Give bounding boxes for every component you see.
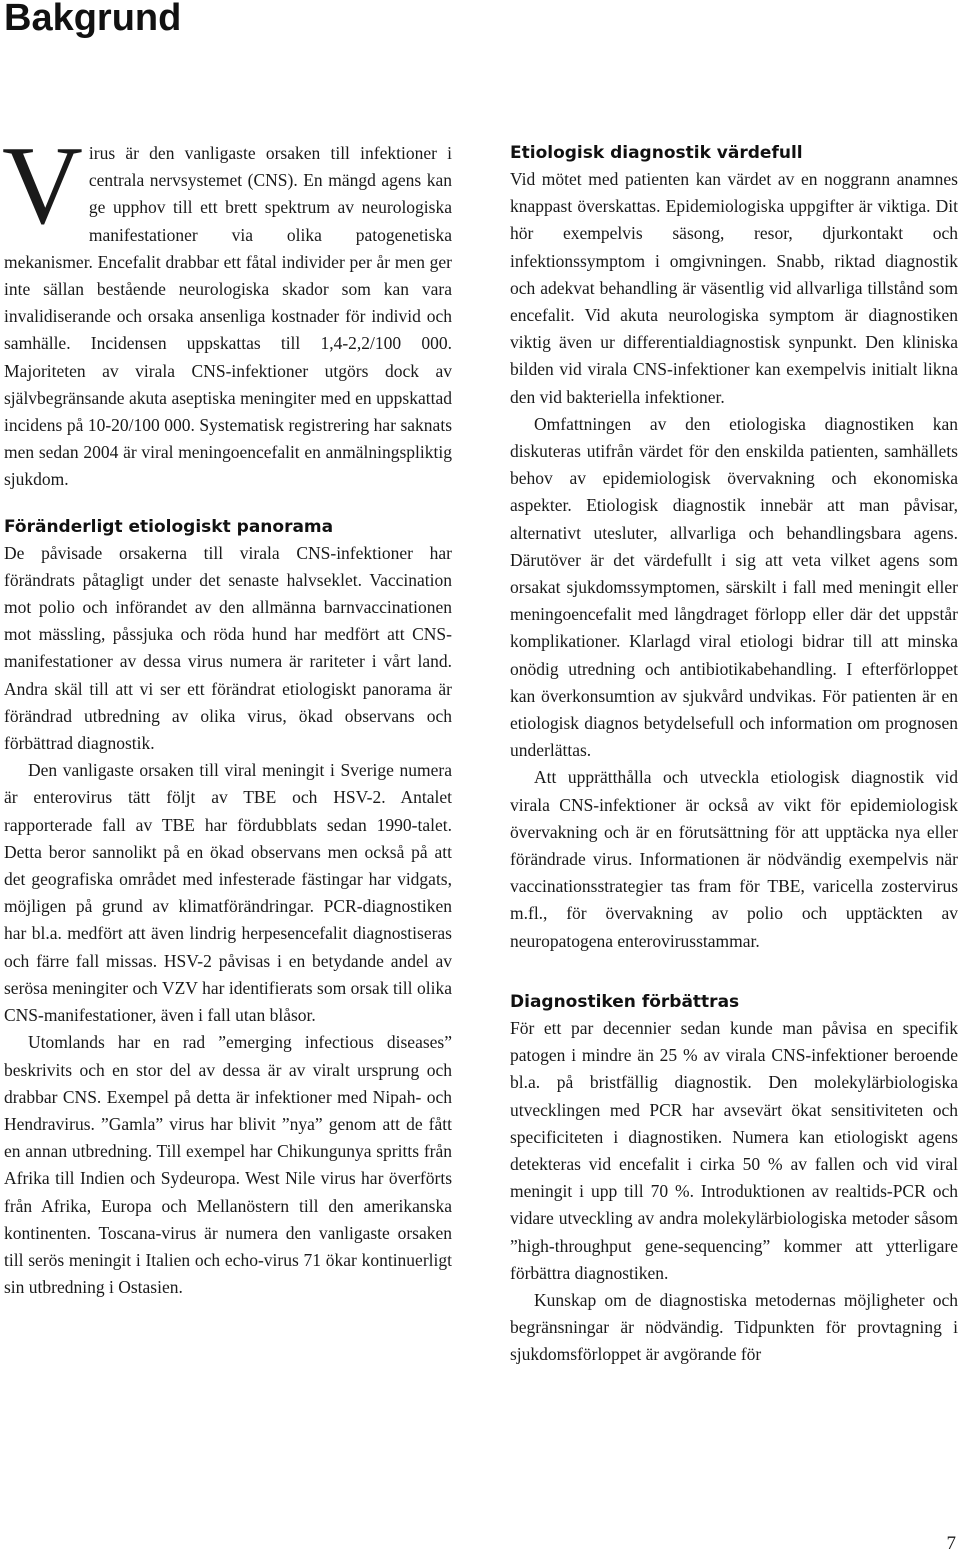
page-number: 7	[946, 1533, 956, 1554]
intro-paragraph	[2, 124, 452, 494]
body-paragraph: De påvisade orsakerna till virala CNS-infektioner har förändrats påtagligt under det senaste halvseklet. Vaccination mot polio och införandet av den allmänna barnvaccinationen mot mässling, påssjuka och röda hund har medfört att CNS-manifestationer av dessa virus numera är rariteter i vårt land. Andra skäl till att vi ser ett förändrat etiologiskt panorama är förändrad utbredning av olika virus, ökad observans och förbättrad diagnostik.	[4, 542, 452, 754]
page-title: Bakgrund	[4, 0, 182, 39]
section-heading-etiologisk: Etiologisk diagnostik värdefull	[510, 143, 803, 163]
body-paragraph: Att upprätthålla och utveckla etiologisk diagnostik vid virala CNS-infektioner är också av vikt för epidemiologisk övervakning och är en förutsättning för att upptäcka nya eller förändrade virus. Informationen är nödvändig exempelvis när vaccinationsstrategier tas fram för TBE, varicella zostervirus m.fl., för övervakning av polio och upptäckten av neuropatogena enterovirusstammar.	[510, 767, 958, 951]
body-paragraph: Omfattningen av den etiologiska diagnostiken kan diskuteras utifrån värdet för den enskilda patienten, samhällets behov av epidemiologisk övervakning och ekonomiska aspekter. Etiologisk diagnostik innebär att man påvisar, alternativt utesluter, allvarliga och behandlingsbara agens. Därutöver är det värdefullt i sig att veta vilket agens som orsakat sjukdomssymptomen, särskilt i fall med meningit eller meningoencefalit med långdraget förlopp eller där det uppstår komplikationer. Klarlagd viral etiologi bidrar till att minska onödig utredning och antibiotikabehandling. I efterförloppet kan överkonsumtion av sjukvård undvikas. För patienten är en etiologisk diagnos betydelsefull och information om prognosen underlättas.	[510, 413, 958, 761]
body-paragraph: Utomlands har en rad ”emerging infectious diseases” beskrivits och en stor del av dessa är av viralt ursprung och drabbar CNS. Exempel på detta är infektioner med Nipah- och Hendravirus. ”Gamla” virus har blivit ”nya” genom att de fått en annan utbredning. Till exempel har Chikungunya spritts från Afrika till Indien och Sydeuropa. West Nile virus har överförts från Afrika, Europa och Mellanöstern till den amerikanska kontinenten. Toscana-virus är numera den vanligaste orsaken till serös meningit i Italien och echo-virus 71 ökar kontinuerligt sin utbredning i Ostasien.	[4, 1032, 452, 1298]
left-column	[2, 124, 452, 1301]
body-paragraph: Kunskap om de diagnostiska metodernas möjligheter och begränsningar är nödvändig. Tidpunkten för provtagning i sjukdomsförloppet är avgörande för	[510, 1289, 958, 1365]
drop-cap: V	[2, 124, 83, 248]
section-heading-diagnostiken: Diagnostiken förbättras	[510, 991, 740, 1012]
body-paragraph: För ett par decennier sedan kunde man påvisa en specifik patogen i mindre än 25 % av virala CNS-infektioner beroende bl.a. på bristfällig diagnostik. Den molekylärbiologiska utvecklingen med PCR har avsevärt ökat sensitiviteten och specificiteten i diagnostiken. Numera kan etiologiskt agens detekteras vid encefalit i cirka 50 % av fallen och vid viral meningit i upp till 70 %. Introduktionen av realtids-PCR och vidare utveckling av andra molekylärbiologiska metoder såsom ”high-throughput gene-sequencing” kommer att ytterligare förbättra diagnostiken.	[510, 1017, 958, 1283]
section-heading-panorama: Föränderligt etiologiskt panorama	[4, 516, 334, 537]
body-paragraph: Vid mötet med patienten kan värdet av en noggrann anamnes knappast överskattas. Epidemiologiska uppgifter är viktiga. Dit hör exempelvis säsong, resor, djurkontakt och infektionssymptom i omgivningen. Snabb, riktad diagnostik och adekvat behandling är väsentlig vid allvarliga tillstånd som encefalit. Vid akuta neurologiska symptom är diagnostiken viktig även ur differentialdiagnostisk synpunkt. Den kliniska bilden vid virala CNS-infektioner kan exempelvis initialt likna den vid bakteriella infektioner.	[510, 169, 958, 407]
body-paragraph: Den vanligaste orsaken till viral meningit i Sverige numera är enterovirus tätt följt av TBE och HSV-2. Antalet rapporterade fall av TBE har fördubblats sedan 1990-talet. Detta beror sannolikt på en ökad observans men också på att det geografiska området med infesterade fästingar har vidgats, möjligen på grund av klimatförändringar. PCR-diagnostiken har bl.a. medfört att även lindrig herpesencefalit diagnostiseras och färre fall missas. HSV-2 påvisas i en betydande andel av serösa meningiter och VZV har identifierats som orsak till olika CNS-manifestationer, även i fall utan blåsor.	[4, 760, 452, 1026]
intro-text: irus är den vanligaste orsaken till infektioner i centrala nervsystemet (CNS). En mängd agens kan ge upphov till ett brett spektrum av neurologiska manifestationer via olika patogenetiska mekanismer. Encefalit drabbar ett fåtal individer per år men ger inte sällan bestående neurologiska skador som kan vara invalidiserande och orsaka ansenliga kostnader för individ och samhälle. Incidensen uppskattas till 1,4-2,2/100 000. Majoriteten av virala CNS-infektioner utgörs dock av självbegränsande akuta aseptiska meningiter med en uppskattad incidens på 10-20/100 000. Systematisk registrering har saknats men sedan 2004 är viral meningoencefalit en anmälningspliktig sjukdom.	[4, 143, 452, 490]
right-column	[510, 140, 958, 1369]
